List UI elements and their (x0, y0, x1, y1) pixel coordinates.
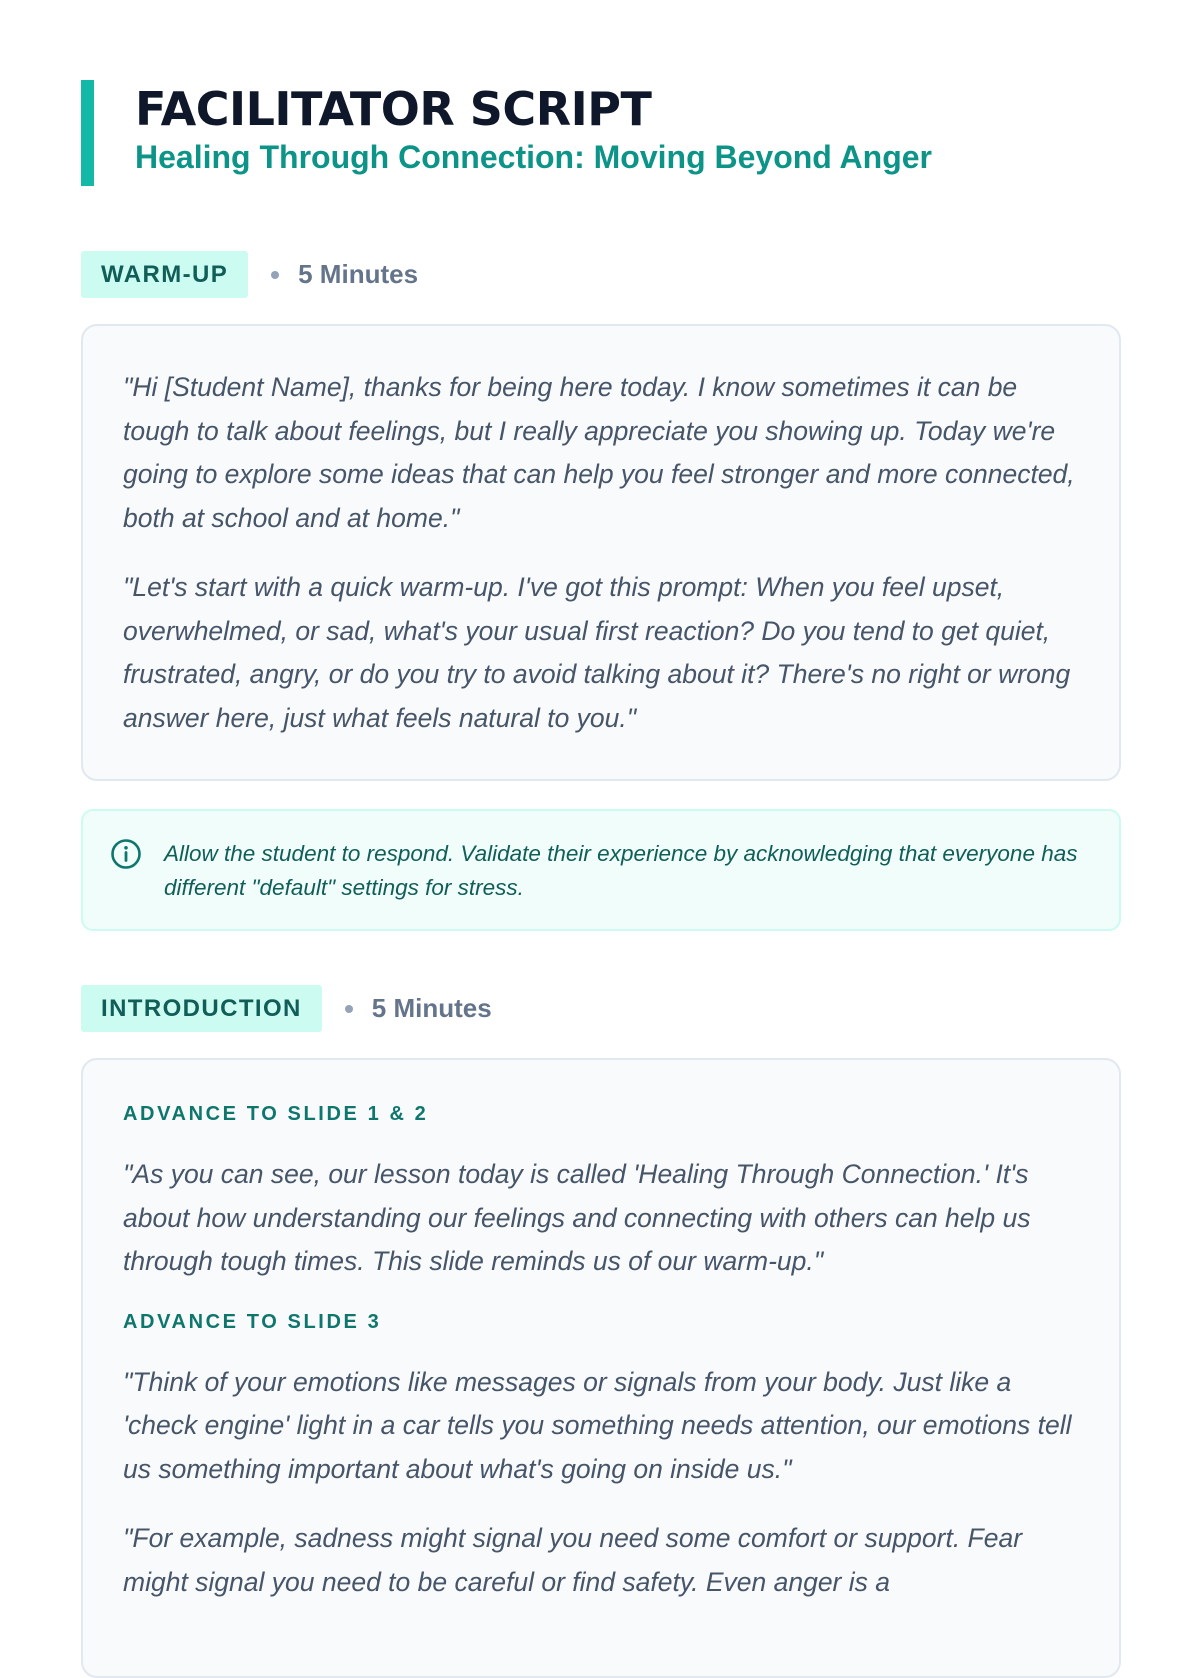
header-accent-bar (81, 80, 94, 186)
slide-cue-label: ADVANCE TO SLIDE 1 & 2 (123, 1103, 429, 1125)
warm-up-section-header (81, 251, 1121, 298)
script-quote: "Let's start with a quick warm-up. I've got this prompt: When you feel upset, overwhelmed, or sad, what's your usual first reaction? Do you tend to get quiet, frustrated, angry, or do you try to avoid talking about it? There's no right or wrong answer here, just what feels natural to you." (123, 572, 1071, 733)
facilitator-script-page (81, 80, 1121, 1678)
script-quote: "Think of your emotions like messages or signals from your body. Just like a 'check engine' light in a car tells you something needs attention, our emotions tell us something important about what's going on inside us." (123, 1366, 1072, 1484)
introduction-tag: INTRODUCTION (81, 985, 322, 1032)
script-quote: "Hi [Student Name], thanks for being here today. I know sometimes it can be tough to talk about feelings, but I really appreciate you showing up. Today we're going to explore some ideas that can help you feel stronger and more connected, both at school and at home." (123, 372, 1075, 533)
script-quote: "For example, sadness might signal you need some comfort or support. Fear might signal you need to be careful or find safety. Even anger is a (123, 1523, 1023, 1597)
info-icon (110, 838, 142, 870)
page-title: FACILITATOR SCRIPT (135, 82, 652, 136)
page-header (81, 80, 1121, 188)
facilitator-note (81, 809, 1121, 931)
separator-dot (271, 271, 279, 279)
script-quote: "As you can see, our lesson today is called 'Healing Through Connection.' It's about how understanding our feelings and connecting with others can help us through tough times. This slide reminds us of our warm-up." (123, 1159, 1031, 1276)
introduction-duration: 5 Minutes (371, 993, 492, 1023)
separator-dot (345, 1005, 353, 1013)
warm-up-section (81, 251, 1121, 931)
warm-up-tag: WARM-UP (81, 251, 248, 298)
warm-up-duration: 5 Minutes (298, 259, 419, 289)
introduction-script-card (81, 1058, 1121, 1678)
warm-up-script-card (81, 324, 1121, 781)
introduction-section (81, 985, 1121, 1678)
page-subtitle: Healing Through Connection: Moving Beyond Anger (135, 139, 932, 175)
slide-cue-label: ADVANCE TO SLIDE 3 (123, 1310, 382, 1333)
facilitator-note-text: Allow the student to respond. Validate their experience by acknowledging that everyone has different "default" settings for stress. (164, 841, 1078, 900)
introduction-section-header (81, 985, 1121, 1032)
